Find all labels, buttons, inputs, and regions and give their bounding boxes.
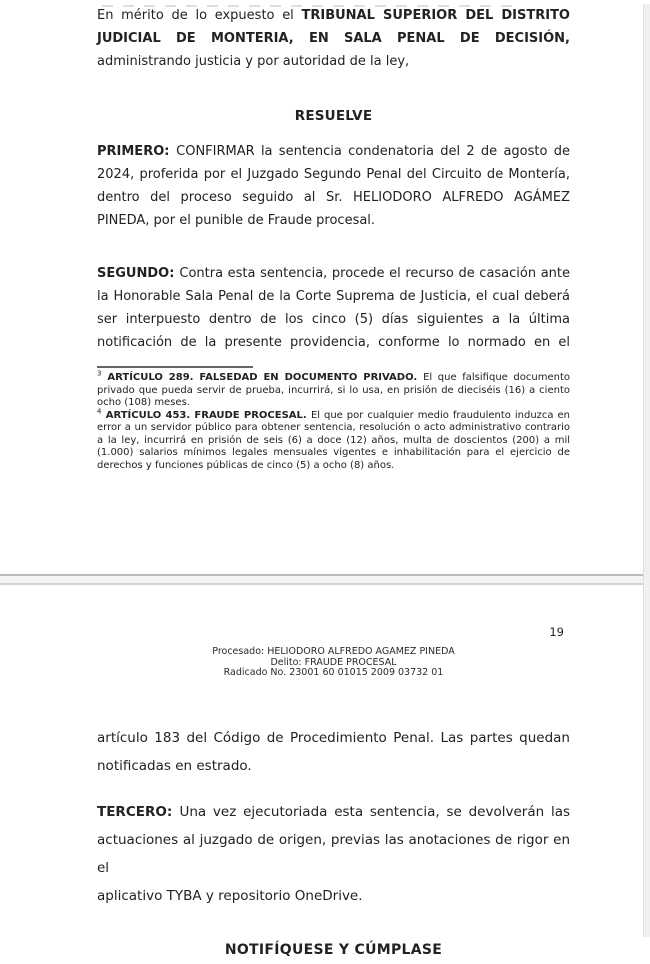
page-1 [0, 4, 650, 576]
paragraph-tercero [97, 798, 570, 910]
text-line: la Honorable Sala Penal de la Corte Suprema de Justicia, el cual deberá [97, 289, 570, 304]
case-header-delito: Delito: FRAUDE PROCESAL [270, 656, 397, 668]
footnote-articulo-453: $^4$ ARTÍCULO 453. FRAUDE PROCESAL. El que por cualquier medio fraudulento induzca en error a un servidor público para obtener sentencia, resolución o acto administrativo contrario a la ley, incurrirá en prisión de seis (6) a doce (12) años, multa de doscientos (200) a mil (1.000) salarios mínimos legales mensuales vigentes e inhabilitación para el ejercicio de derechos y funciones públicas de cinco (5) a ocho (8) años. [97, 407, 570, 471]
case-header [97, 647, 570, 679]
footnotes-block [0, 366, 650, 472]
text-line: TERCERO: Una vez ejecutoriada esta sentencia, se devolverán las [97, 803, 570, 820]
text-line: PINEDA, por el punible de Fraude procesal. [97, 213, 376, 228]
text-line: ser interpuesto dentro de los cinco (5) días siguientes a la última [97, 312, 570, 327]
text-line: dentro del proceso seguido al Sr. HELIODORO ALFREDO AGÁMEZ [97, 190, 570, 205]
resuelve-heading: RESUELVE [294, 108, 373, 124]
text-line: JUDICIAL DE MONTERIA, EN SALA PENAL DE DECISIÓN, [97, 31, 570, 46]
text-line: aplicativo TYBA y repositorio OneDrive. [97, 887, 363, 904]
closing-heading: NOTIFÍQUESE Y CÚMPLASE [224, 941, 443, 958]
text-line: actuaciones al juzgado de origen, previas las anotaciones de rigor en el [97, 831, 570, 876]
text-line: artículo 183 del Código de Procedimiento Penal. Las partes quedan [97, 729, 570, 746]
text-line: PRIMERO: CONFIRMAR la sentencia condenatoria del 2 de agosto de [97, 144, 570, 159]
page-gap [0, 576, 650, 585]
footnote-separator [97, 366, 253, 368]
paragraph-primero [97, 140, 570, 232]
page-2 [0, 585, 650, 958]
document-viewer [0, 4, 650, 958]
viewer-right-gutter [643, 4, 650, 937]
text-line: En mérito de lo expuesto el TRIBUNAL SUPERIOR DEL DISTRITO [97, 8, 570, 23]
page-number: 19 [549, 625, 564, 639]
cut-off-text-remnant [102, 5, 522, 7]
paragraph-segundo [97, 262, 570, 354]
footnote-articulo-289: $^3$ ARTÍCULO 289. FALSEDAD EN DOCUMENTO PRIVADO. El que falsifique documento privado que pueda servir de prueba, incurrirá, si lo usa, en prisión de dieciséis (16) a ciento ocho (108) meses. [97, 369, 570, 408]
paragraph-merito [97, 4, 570, 73]
text-line: 2024, proferida por el Juzgado Segundo Penal del Circuito de Montería, [97, 167, 570, 182]
text-line: administrando justicia y por autoridad de la ley, [97, 54, 410, 69]
text-line: notificadas en estrado. [97, 757, 252, 774]
text-line: SEGUNDO: Contra esta sentencia, procede el recurso de casación ante [97, 266, 571, 281]
paragraph-articulo-183 [97, 724, 570, 780]
case-header-procesado: Procesado: HELIODORO ALFREDO AGAMEZ PINEDA [212, 646, 455, 657]
text-line: notificación de la presente providencia, conforme lo normado en el [97, 335, 570, 350]
case-header-radicado: Radicado No. 23001 60 01015 2009 03732 01 [223, 667, 444, 678]
